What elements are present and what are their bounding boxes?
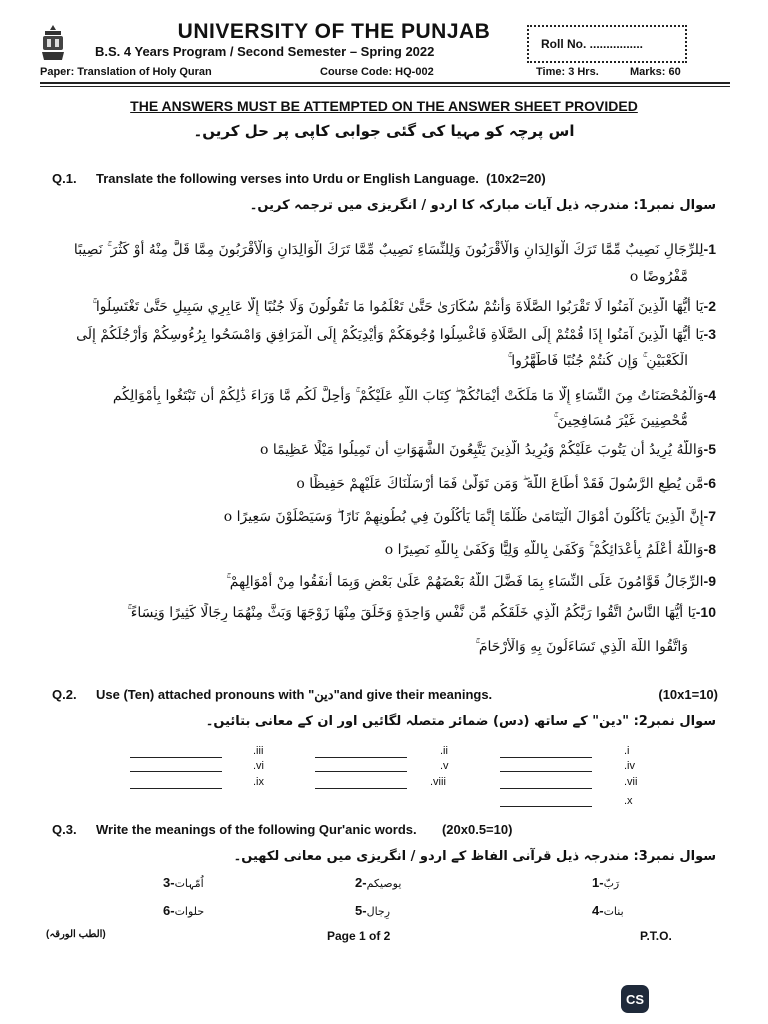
verse-number: 7- [703, 508, 716, 524]
q1-marks: (10x2=20) [486, 171, 546, 186]
blank-line-iii [130, 757, 222, 758]
verse-6 [48, 474, 716, 493]
q2-number: Q.2. [52, 687, 77, 702]
q1-urdu: سوال نمبر1: مندرجہ ذیل آیات مبارکہ کا اردو / انگریزی میں ترجمہ کریں۔ [249, 198, 716, 213]
program-line: B.S. 4 Years Program / Second Semester – Spring 2022 [95, 44, 435, 59]
word-number: -4 [592, 903, 604, 918]
q3-heading [52, 822, 718, 837]
word-item [592, 903, 634, 918]
exam-marks: Marks: 60 [630, 66, 681, 78]
q3-number: Q.3. [52, 822, 77, 837]
verse-text: وَالْمُحْصَنَاتُ مِنَ النِّسَاءِ إِلَّا مَا مَلَكَتْ أَيْمَانُكُمْ ۖ كِتَابَ اللَّهِ عَلَيْكُمْ ۚ وَأُحِلَّ لَكُم مَّا وَرَاءَ ذَٰلِكُمْ أَن تَبْتَغُوا بِأَمْوَالِكُم [112, 388, 704, 404]
word-text: یوصیکم [366, 877, 402, 890]
q3-text: Write the meanings of the following Qur'anic words. [96, 822, 417, 837]
verse-number: 9- [703, 573, 716, 589]
word-text: اُمّہات [174, 877, 204, 890]
verse-3-line-2: الْكَعْبَيْنِ ۚ وَإِن كُنتُمْ جُنُبًا فَاطَّهَّرُوا ۚ [507, 353, 688, 369]
blank-label-x: .x [624, 795, 633, 807]
verse-number: 3- [703, 326, 716, 342]
verse-text: الرِّجَالُ قَوَّامُونَ عَلَى النِّسَاءِ بِمَا فَضَّلَ اللَّهُ بَعْضَهُمْ عَلَىٰ بَعْضٍ وَبِمَا أَنفَقُوا مِنْ أَمْوَالِهِمْ ۚ [226, 574, 704, 590]
blank-line-ix [130, 788, 222, 789]
verse-2 [48, 297, 716, 316]
blank-line-x [500, 806, 592, 807]
blank-label-vii: .vii [624, 776, 638, 788]
blank-label-iii: .iii [253, 745, 264, 757]
q1-text: Translate the following verses into Urdu or English Language. [96, 171, 479, 186]
verse-10-line-1 [48, 603, 716, 622]
word-number: -1 [592, 875, 604, 890]
verse-text: يَا أَيُّهَا الَّذِينَ آمَنُوا إِذَا قُمْتُمْ إِلَى الصَّلَاةِ فَاغْسِلُوا وُجُوهَكُمْ وَأَيْدِيَكُمْ إِلَى الْمَرَافِقِ وَامْسَحُوا بِرُءُوسِكُمْ وَأَرْجُلَكُمْ إِلَى [76, 327, 704, 343]
verse-number: 5- [703, 441, 716, 457]
blank-label-ii: .ii [440, 745, 448, 757]
verse-text: يَا أَيُّهَا الَّذِينَ آمَنُوا لَا تَقْرَبُوا الصَّلَاةَ وَأَنتُمْ سُكَارَىٰ حَتَّىٰ تَعْلَمُوا مَا تَقُولُونَ وَلَا جُنُبًا إِلَّا عَابِرِي سَبِيلٍ حَتَّىٰ تَغْتَسِلُوا ۚ [92, 299, 704, 315]
verse-text: مَّن يُطِعِ الرَّسُولَ فَقَدْ أَطَاعَ اللَّهَ ۖ وَمَن تَوَلَّىٰ فَمَا أَرْسَلْنَاكَ عَلَيْهِمْ حَفِيظًا o [296, 476, 704, 492]
verse-4-line-1 [48, 386, 716, 405]
camscanner-badge: CS [621, 985, 649, 1013]
blank-line-vi [130, 771, 222, 772]
pto-label: P.T.O. [640, 929, 672, 943]
word-item [592, 875, 629, 890]
blank-label-ix: .ix [253, 776, 264, 788]
verse-1-line-2: مَّفْرُوضًا o [629, 269, 688, 285]
roll-no-label: Roll No. ................ [541, 37, 644, 51]
word-text: رَبّ [603, 877, 620, 890]
verse-number: 10- [695, 604, 716, 620]
roll-no-box [527, 25, 687, 63]
word-number: -5 [355, 903, 367, 918]
verse-7 [48, 507, 716, 526]
exam-time: Time: 3 Hrs. [536, 66, 599, 78]
verse-text: إِنَّ الَّذِينَ يَأْكُلُونَ أَمْوَالَ الْيَتَامَىٰ ظُلْمًا إِنَّمَا يَأْكُلُونَ فِي بُطُونِهِمْ نَارًا ۖ وَسَيَصْلَوْنَ سَعِيرًا o [223, 509, 704, 525]
blank-line-viii [315, 788, 407, 789]
blank-label-viii: .viii [430, 776, 446, 788]
verse-5 [48, 440, 716, 459]
word-text: حلوات [174, 905, 205, 918]
page-number: Page 1 of 2 [327, 929, 391, 943]
word-item [163, 875, 214, 890]
verse-text: يَا أَيُّهَا النَّاسُ اتَّقُوا رَبَّكُمُ الَّذِي خَلَقَكُم مِّن نَّفْسٍ وَاحِدَةٍ وَخَلَقَ مِنْهَا زَوْجَهَا وَبَثَّ مِنْهُمَا رِجَالًا كَثِيرًا وَنِسَاءً ۚ [127, 605, 696, 621]
instruction-english: THE ANSWERS MUST BE ATTEMPTED ON THE ANSWER SHEET PROVIDED [130, 98, 638, 114]
q3-urdu: سوال نمبر3: مندرجہ ذیل قرآنی الفاظ کے اردو / انگریزی میں معانی لکھیں۔ [233, 849, 716, 864]
blank-label-iv: .iv [624, 760, 635, 772]
verse-9 [48, 572, 716, 591]
verse-8 [48, 540, 716, 559]
verse-4-line-2: مُّحْصِنِينَ غَيْرَ مُسَافِحِينَ ۚ [553, 413, 688, 429]
blank-line-v [315, 771, 407, 772]
blank-line-ii [315, 757, 407, 758]
word-number: -3 [163, 875, 175, 890]
q2-word: دین [314, 687, 334, 702]
blank-label-vi: .vi [253, 760, 264, 772]
blank-label-v: .v [440, 760, 449, 772]
header-divider [40, 82, 730, 84]
verse-text: وَاللَّهُ أَعْلَمُ بِأَعْدَائِكُمْ ۚ وَكَفَىٰ بِاللَّهِ وَلِيًّا وَكَفَىٰ بِاللَّهِ نَصِيرًا o [384, 542, 704, 558]
paper-name: Paper: Translation of Holy Quran [40, 66, 212, 78]
q2-text-before: Use (Ten) attached pronouns with " [96, 687, 315, 702]
q1-heading [52, 171, 718, 186]
verse-number: 2- [703, 298, 716, 314]
university-title: UNIVERSITY OF THE PUNJAB [177, 20, 491, 43]
course-code: Course Code: HQ-002 [320, 66, 434, 78]
footer-note: (الطب الورقہ) [46, 929, 106, 940]
word-item [355, 903, 400, 918]
verse-number: 4- [703, 387, 716, 403]
instruction-urdu: اس پرچہ کو مہیا کی گئی جوابی کاپی پر حل کریں۔ [193, 122, 575, 140]
verse-number: 1- [703, 241, 716, 257]
blank-line-vii [500, 788, 592, 789]
q2-heading [52, 687, 718, 703]
verse-1-line-1 [48, 240, 716, 259]
word-text: بنات [603, 905, 624, 918]
verse-number: 6- [703, 475, 716, 491]
q2-text-after: "and give their meanings. [333, 687, 493, 702]
verse-text: وَاللَّهُ يُرِيدُ أَن يَتُوبَ عَلَيْكُمْ وَيُرِيدُ الَّذِينَ يَتَّبِعُونَ الشَّهَوَاتِ أَن تَمِيلُوا مَيْلًا عَظِيمًا o [260, 442, 704, 458]
blank-line-iv [500, 771, 592, 772]
blank-label-i: .i [624, 745, 630, 757]
word-text: رِجال [366, 905, 391, 918]
q3-marks: (20x0.5=10) [441, 822, 513, 837]
q1-number: Q.1. [52, 171, 77, 186]
verse-text: لِلرِّجَالِ نَصِيبٌ مِّمَّا تَرَكَ الْوَالِدَانِ وَالْأَقْرَبُونَ وَلِلنِّسَاءِ نَصِيبٌ مِّمَّا تَرَكَ الْوَالِدَانِ وَالْأَقْرَبُونَ مِمَّا قَلَّ مِنْهُ أَوْ كَثُرَ ۚ نَصِيبًا [73, 242, 704, 258]
q2-marks: (10x1=10) [658, 687, 718, 702]
word-number: -6 [163, 903, 175, 918]
header-divider-thin [40, 86, 730, 87]
verse-3-line-1 [48, 325, 716, 344]
word-item [163, 903, 214, 918]
word-item [355, 875, 411, 890]
blank-line-i [500, 757, 592, 758]
q2-urdu: سوال نمبر2: "دین" کے ساتھ (دس) ضمائر متصلہ لگائیں اور ان کے معانی بتائیں۔ [205, 714, 716, 729]
verse-10-line-2: وَاتَّقُوا اللَّهَ الَّذِي تَسَاءَلُونَ بِهِ وَالْأَرْحَامَ ۚ [475, 639, 688, 655]
verse-number: 8- [703, 541, 716, 557]
word-number: -2 [355, 875, 367, 890]
